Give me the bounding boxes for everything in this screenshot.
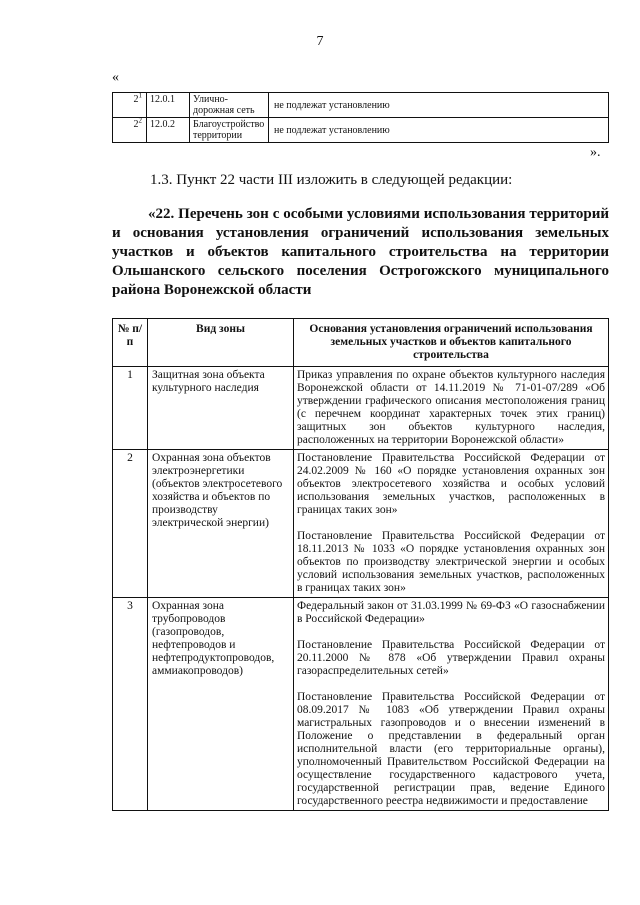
header-basis: Основания установления ограничений использования земельных участков и объектов капитального строительства <box>294 319 609 367</box>
table-row <box>113 598 609 811</box>
row-number: $2^1$ <box>113 93 147 118</box>
row-number: 3 <box>113 598 148 811</box>
row-number: 1 <box>113 367 148 450</box>
page-number: 7 <box>316 34 324 49</box>
zone-type: Охранная зона трубопроводов (газопроводов, нефтепроводов и нефтепродуктопроводов, аммиакопроводов) <box>148 598 294 811</box>
row-value: не подлежат установлению <box>269 93 609 118</box>
zone-type: Защитная зона объекта культурного наследия <box>148 367 294 450</box>
row-name: Благоустройство территории <box>190 118 269 143</box>
row-name: Улично-дорожная сеть <box>190 93 269 118</box>
closing-quote: ». <box>590 145 601 160</box>
intro-paragraph: 1.3. Пункт 22 части III изложить в следующей редакции: <box>150 172 513 188</box>
section-title: «22. Перечень зон с особыми условиями использования территорий и основания установления ограничений использования земельных участков и объектов капитального строительства на территории Ольшанского сельского поселения Острогожского муниципального района Воронежской области <box>112 206 609 298</box>
opening-quote: « <box>112 70 119 85</box>
basis-paragraph: Приказ управления по охране объектов культурного наследия Воронежской области от 14.11.2019 № 71-01-07/289 «Об утверждении графического описания местоположения границ (с перечнем координат характерных точек этих границ) защитных зон объектов культурного наследия, расположенных на территории Воронежской области» <box>297 369 605 446</box>
zone-basis <box>294 367 609 450</box>
table-row <box>113 450 609 598</box>
basis-paragraph: Федеральный закон от 31.03.1999 № 69-ФЗ «О газоснабжении в Российской Федерации» <box>297 600 605 625</box>
table-row <box>113 118 609 143</box>
table-row <box>113 367 609 450</box>
table-header-row <box>113 319 609 367</box>
zone-basis <box>294 598 609 811</box>
zone-basis <box>294 450 609 598</box>
zone-type: Охранная зона объектов электроэнергетики (объектов электросетевого хозяйства и объектов по производству электрической энергии) <box>148 450 294 598</box>
row-code: 12.0.2 <box>147 118 190 143</box>
row-number: $2^2$ <box>113 118 147 143</box>
basis-paragraph: Постановление Правительства Российской Федерации от 24.02.2009 № 160 «О порядке установления охранных зон объектов электросетевого хозяйства и особых условий использования земельных участков, расположенных в границах таких зон» <box>297 452 605 516</box>
zones-table <box>112 318 609 811</box>
basis-paragraph: Постановление Правительства Российской Федерации от 18.11.2013 № 1033 «О порядке установления охранных зон объектов по производству электрической энергии и особых условий использования земельных участков, расположенных в границах таких зон» <box>297 530 605 594</box>
row-value: не подлежат установлению <box>269 118 609 143</box>
table-row <box>113 93 609 118</box>
amendment-table <box>112 92 609 143</box>
basis-paragraph: Постановление Правительства Российской Федерации от 08.09.2017 № 1083 «Об утверждении Правил охраны магистральных газопроводов и о внесении изменений в Положение о представлении в федеральный орган исполнительной власти (его территориальные органы), уполномоченный Правительством Российской Федерации на осуществление государственного кадастрового учета, государственной регистрации прав, ведение Единого государственного реестра недвижимости и предоставление <box>297 691 605 807</box>
header-zone: Вид зоны <box>148 319 294 367</box>
row-code: 12.0.1 <box>147 93 190 118</box>
row-number: 2 <box>113 450 148 598</box>
basis-paragraph: Постановление Правительства Российской Федерации от 20.11.2000 № 878 «Об утверждении Правил охраны газораспределительных сетей» <box>297 639 605 677</box>
header-number: № п/п <box>113 319 148 367</box>
